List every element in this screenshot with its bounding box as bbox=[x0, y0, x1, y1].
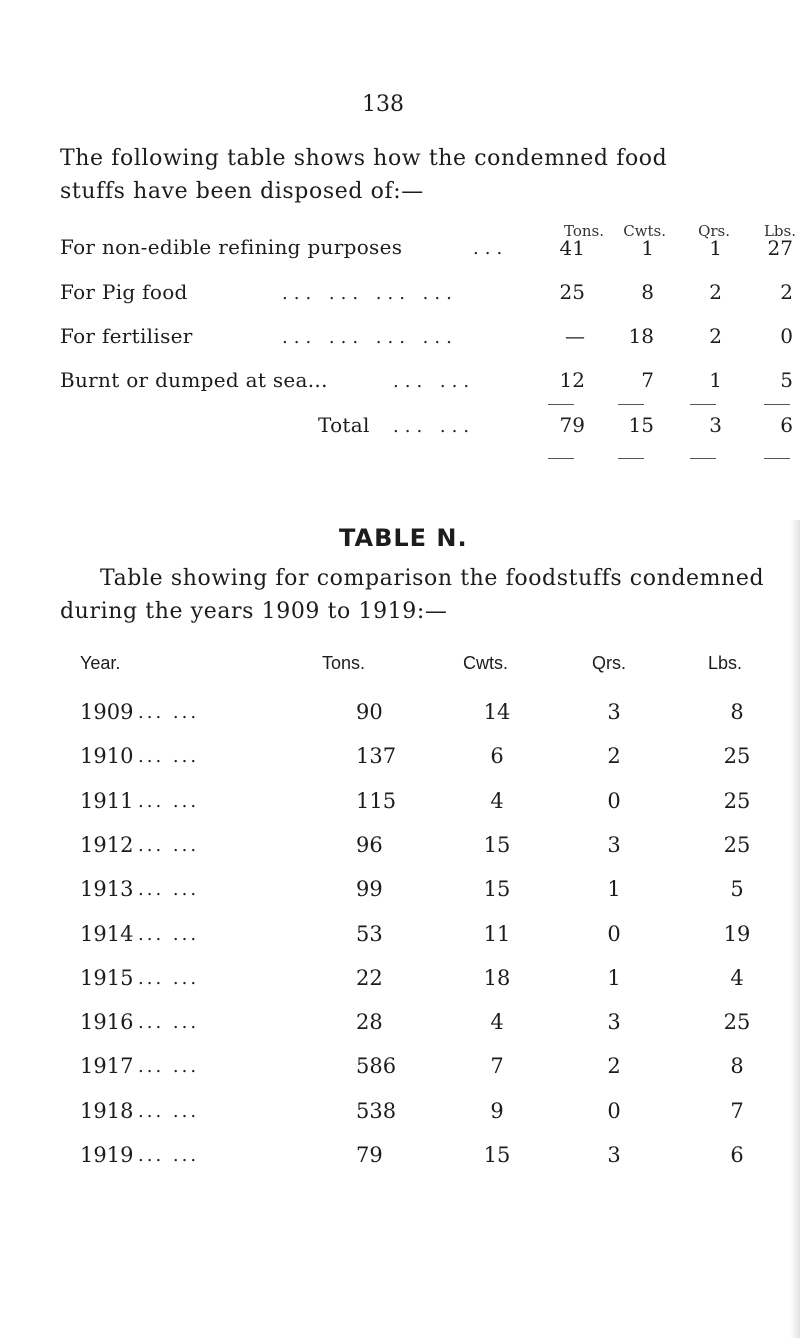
disposal-cell-qrs: 1 bbox=[709, 368, 722, 392]
lbs-cell: 5 bbox=[730, 877, 744, 901]
sum-rule bbox=[690, 404, 716, 405]
disposal-header-cwts: Cwts. bbox=[623, 222, 666, 240]
qrs-cell: 3 bbox=[607, 833, 621, 857]
tons-cell: 586 bbox=[356, 1054, 397, 1078]
cwts-cell: 7 bbox=[490, 1054, 504, 1078]
disposal-cell-qrs: 1 bbox=[709, 236, 722, 260]
sum-rule bbox=[764, 404, 790, 405]
year-cell: 1914 bbox=[80, 922, 134, 946]
cwts-cell: 18 bbox=[483, 966, 511, 990]
table-n-heading: TABLE N. bbox=[339, 524, 468, 552]
leader-dots: ... ... bbox=[138, 702, 200, 723]
disposal-header-tons: Tons. bbox=[564, 222, 604, 240]
disposal-cell-cwts: 1 bbox=[641, 236, 654, 260]
tons-cell: 90 bbox=[356, 700, 383, 724]
qrs-cell: 0 bbox=[607, 789, 621, 813]
disposal-cell-tons: 41 bbox=[559, 236, 585, 260]
disposal-cell-qrs: 2 bbox=[709, 280, 722, 304]
qrs-cell: 0 bbox=[607, 1099, 621, 1123]
tons-cell: 22 bbox=[356, 966, 383, 990]
disposal-cell-cwts: 18 bbox=[628, 324, 654, 348]
disposal-cell-lbs: 27 bbox=[767, 236, 793, 260]
lbs-cell: 25 bbox=[723, 833, 751, 857]
disposal-row-label: For non-edible refining purposes bbox=[60, 235, 403, 259]
qrs-cell: 2 bbox=[607, 1054, 621, 1078]
intro-line-1: The following table shows how the condemned food bbox=[60, 146, 668, 171]
tons-cell: 99 bbox=[356, 877, 383, 901]
qrs-cell: 1 bbox=[607, 877, 621, 901]
cwts-cell: 11 bbox=[483, 922, 511, 946]
leader-dots: ... ... bbox=[138, 791, 200, 812]
leader-dots: ... ... bbox=[393, 416, 476, 437]
tons-cell: 28 bbox=[356, 1010, 383, 1034]
disposal-cell-cwts: 8 bbox=[641, 280, 654, 304]
cwts-cell: 4 bbox=[490, 1010, 504, 1034]
disposal-header-lbs: Lbs. bbox=[763, 222, 796, 240]
sum-rule bbox=[618, 404, 644, 405]
table-n-header-cwts: Cwts. bbox=[463, 653, 508, 673]
qrs-cell: 1 bbox=[607, 966, 621, 990]
total-rule bbox=[618, 458, 644, 459]
leader-dots: ... ... bbox=[138, 1145, 200, 1166]
disposal-cell-lbs: 2 bbox=[780, 280, 793, 304]
lbs-cell: 25 bbox=[723, 744, 751, 768]
table-n-caption-line-1: Table showing for comparison the foodstuffs condemned bbox=[100, 566, 765, 591]
year-cell: 1919 bbox=[80, 1143, 134, 1167]
cwts-cell: 4 bbox=[490, 789, 504, 813]
year-cell: 1918 bbox=[80, 1099, 134, 1123]
total-rule bbox=[690, 458, 716, 459]
tons-cell: 79 bbox=[356, 1143, 383, 1167]
year-cell: 1910 bbox=[80, 744, 134, 768]
disposal-cell-lbs: 0 bbox=[780, 324, 793, 348]
year-cell: 1911 bbox=[80, 789, 134, 813]
disposal-total-lbs: 6 bbox=[780, 413, 793, 437]
cwts-cell: 14 bbox=[483, 700, 511, 724]
leader-dots: ... ... bbox=[138, 1012, 200, 1033]
year-cell: 1917 bbox=[80, 1054, 134, 1078]
leader-dots: ... ... bbox=[138, 835, 200, 856]
leader-dots: ... ... bbox=[393, 371, 476, 392]
cwts-cell: 15 bbox=[483, 833, 511, 857]
table-n-header-year: Year. bbox=[80, 653, 121, 673]
year-cell: 1909 bbox=[80, 700, 134, 724]
table-n-header-qrs: Qrs. bbox=[592, 653, 626, 673]
cwts-cell: 15 bbox=[483, 1143, 511, 1167]
lbs-cell: 4 bbox=[730, 966, 744, 990]
lbs-cell: 8 bbox=[730, 1054, 744, 1078]
year-cell: 1913 bbox=[80, 877, 134, 901]
qrs-cell: 0 bbox=[607, 922, 621, 946]
disposal-row-label: Burnt or dumped at sea... bbox=[60, 368, 328, 392]
leader-dots: ... ... bbox=[138, 1101, 200, 1122]
leader-dots: ... ... ... ... bbox=[282, 327, 458, 348]
leader-dots: ... ... bbox=[138, 968, 200, 989]
page-number: 138 bbox=[362, 92, 404, 117]
qrs-cell: 3 bbox=[607, 1143, 621, 1167]
disposal-cell-tons: 12 bbox=[559, 368, 585, 392]
disposal-total-cwts: 15 bbox=[628, 413, 654, 437]
total-rule bbox=[548, 458, 574, 459]
lbs-cell: 25 bbox=[723, 789, 751, 813]
table-n-header-lbs: Lbs. bbox=[708, 653, 743, 673]
table-n-caption-line-2: during the years 1909 to 1919:— bbox=[60, 599, 448, 624]
tons-cell: 538 bbox=[356, 1099, 397, 1123]
tons-cell: 53 bbox=[356, 922, 383, 946]
tons-cell: 115 bbox=[356, 789, 397, 813]
cwts-cell: 6 bbox=[490, 744, 504, 768]
intro-line-2: stuffs have been disposed of:— bbox=[60, 179, 424, 204]
disposal-total-tons: 79 bbox=[559, 413, 585, 437]
leader-dots: ... ... bbox=[138, 924, 200, 945]
cwts-cell: 15 bbox=[483, 877, 511, 901]
lbs-cell: 25 bbox=[723, 1010, 751, 1034]
leader-dots: ... ... bbox=[138, 879, 200, 900]
table-n-header-tons: Tons. bbox=[322, 653, 366, 673]
cwts-cell: 9 bbox=[490, 1099, 504, 1123]
disposal-cell-lbs: 5 bbox=[780, 368, 793, 392]
disposal-row-label: For Pig food bbox=[60, 280, 188, 304]
leader-dots: ... bbox=[473, 238, 509, 259]
disposal-cell-cwts: 7 bbox=[641, 368, 654, 392]
qrs-cell: 3 bbox=[607, 1010, 621, 1034]
year-cell: 1916 bbox=[80, 1010, 134, 1034]
disposal-row-label: For fertiliser bbox=[60, 324, 193, 348]
disposal-header-qrs: Qrs. bbox=[698, 222, 730, 240]
total-rule bbox=[764, 458, 790, 459]
leader-dots: ... ... bbox=[138, 1056, 200, 1077]
disposal-total-label: Total bbox=[318, 413, 370, 437]
disposal-total-qrs: 3 bbox=[709, 413, 722, 437]
qrs-cell: 2 bbox=[607, 744, 621, 768]
lbs-cell: 8 bbox=[730, 700, 744, 724]
leader-dots: ... ... bbox=[138, 746, 200, 767]
lbs-cell: 19 bbox=[723, 922, 751, 946]
disposal-cell-qrs: 2 bbox=[709, 324, 722, 348]
tons-cell: 96 bbox=[356, 833, 383, 857]
sum-rule bbox=[548, 404, 574, 405]
disposal-cell-tons: — bbox=[565, 324, 585, 348]
qrs-cell: 3 bbox=[607, 700, 621, 724]
lbs-cell: 6 bbox=[730, 1143, 744, 1167]
year-cell: 1912 bbox=[80, 833, 134, 857]
page-binding-edge bbox=[790, 520, 800, 1338]
disposal-cell-tons: 25 bbox=[559, 280, 585, 304]
lbs-cell: 7 bbox=[730, 1099, 744, 1123]
tons-cell: 137 bbox=[356, 744, 397, 768]
year-cell: 1915 bbox=[80, 966, 134, 990]
leader-dots: ... ... ... ... bbox=[282, 283, 458, 304]
